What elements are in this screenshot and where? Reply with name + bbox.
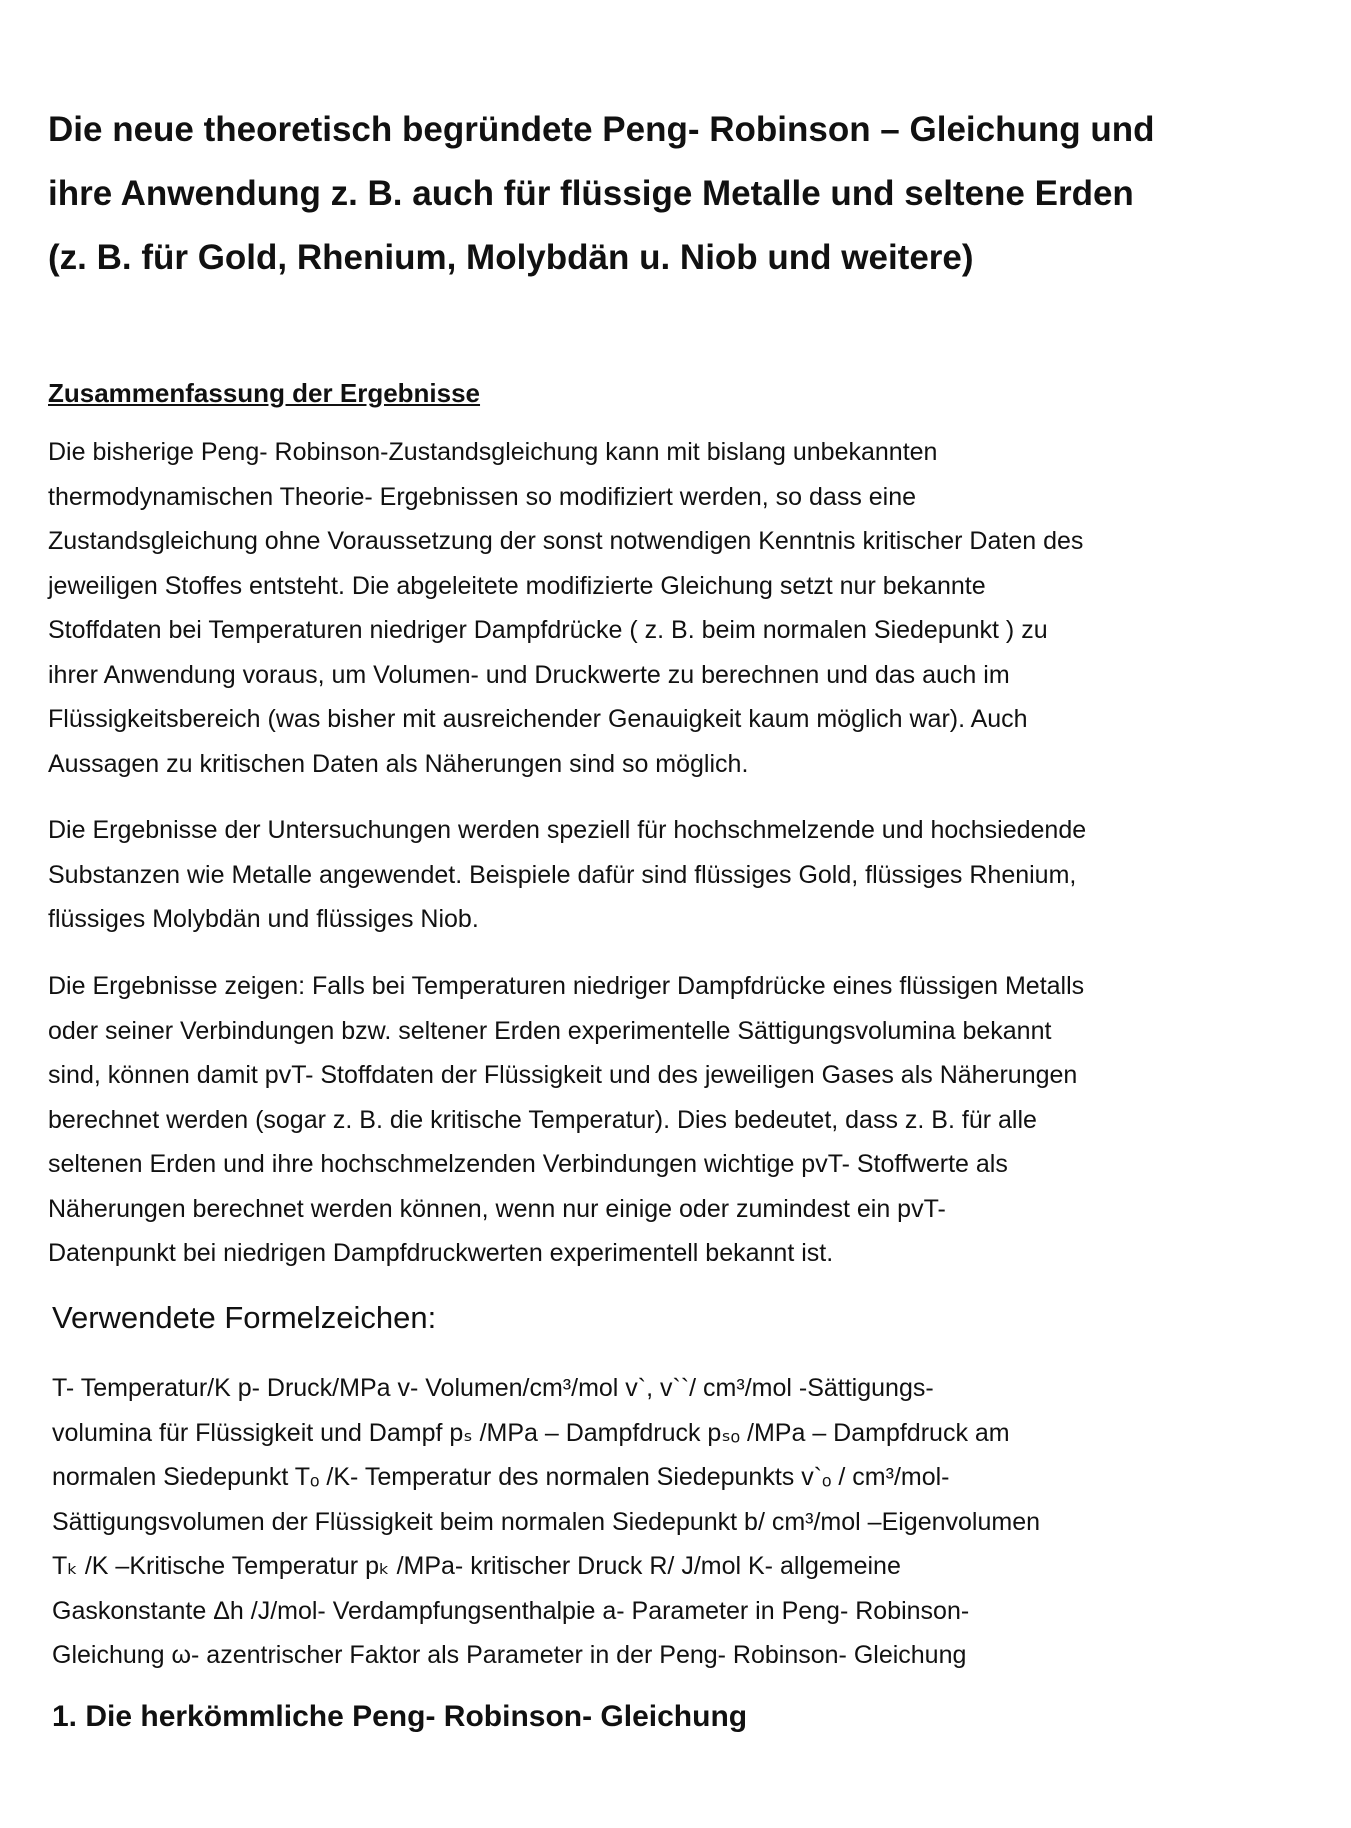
text-line: berechnet werden (sogar z. B. die kritische Temperatur). Dies bedeutet, dass z. B. für alle [48, 1105, 1037, 1134]
text-line: Gleichung ω- azentrischer Faktor als Parameter in der Peng- Robinson- Gleichung [52, 1641, 967, 1669]
text-line: Substanzen wie Metalle angewendet. Beispiele dafür sind flüssiges Gold, flüssiges Rhenium, [48, 860, 1077, 889]
text-line: Die bisherige Peng- Robinson-Zustandsgleichung kann mit bislang unbekannten [48, 438, 938, 466]
text-line: Tₖ /K –Kritische Temperatur pₖ /MPa- kritischer Druck R/ J/mol K- allgemeine [52, 1552, 901, 1580]
text-line: jeweiligen Stoffes entsteht. Die abgeleitete modifizierte Gleichung setzt nur bekannte [48, 571, 986, 600]
summary-paragraph-1 [48, 430, 1318, 786]
summary-heading: Zusammenfassung der Ergebnisse [48, 378, 481, 408]
document-title [48, 98, 1298, 290]
text-line: Sättigungsvolumen der Flüssigkeit beim normalen Siedepunkt b/ cm³/mol –Eigenvolumen [52, 1507, 1041, 1536]
title-line: Die neue theoretisch begründete Peng- Robinson – Gleichung und [48, 110, 1155, 149]
title-line: ihre Anwendung z. B. auch für flüssige Metalle und seltene Erden [48, 174, 1134, 213]
text-line: T- Temperatur/K p- Druck/MPa v- Volumen/cm³/mol v`, v``/ cm³/mol -Sättigungs- [52, 1374, 934, 1402]
section-1-heading: 1. Die herkömmliche Peng- Robinson- Gleichung [52, 1700, 748, 1733]
title-line: (z. B. für Gold, Rhenium, Molybdän u. Niob und weitere) [48, 238, 974, 277]
text-line: Die Ergebnisse zeigen: Falls bei Temperaturen niedriger Dampfdrücke eines flüssigen Metalls [48, 972, 1085, 1000]
summary-paragraph-3 [48, 964, 1318, 1276]
text-line: oder seiner Verbindungen bzw. seltener Erden experimentelle Sättigungsvolumina bekannt [48, 1016, 1052, 1045]
symbols-heading: Verwendete Formelzeichen: [52, 1300, 437, 1335]
text-line: Aussagen zu kritischen Daten als Näherungen sind so möglich. [48, 749, 749, 778]
text-line: flüssiges Molybdän und flüssiges Niob. [48, 905, 479, 933]
symbols-list [52, 1366, 1322, 1678]
text-line: thermodynamischen Theorie- Ergebnissen so modifiziert werden, so dass eine [48, 482, 917, 511]
text-line: Die Ergebnisse der Untersuchungen werden speziell für hochschmelzende und hochsiedende [48, 816, 1087, 844]
text-line: ihrer Anwendung voraus, um Volumen- und Druckwerte zu berechnen und das auch im [48, 660, 1010, 689]
text-line: Datenpunkt bei niedrigen Dampfdruckwerten experimentell bekannt ist. [48, 1239, 834, 1267]
text-line: normalen Siedepunkt Tₒ /K- Temperatur des normalen Siedepunkts v`ₒ / cm³/mol- [52, 1463, 950, 1491]
text-line: sind, können damit pvT- Stoffdaten der Flüssigkeit und des jeweiligen Gases als Näherungen [48, 1061, 1078, 1089]
summary-paragraph-2 [48, 808, 1318, 942]
text-line: Gaskonstante Δh /J/mol- Verdampfungsenthalpie a- Parameter in Peng- Robinson- [52, 1596, 970, 1625]
text-line: Zustandsgleichung ohne Voraussetzung der sonst notwendigen Kenntnis kritischer Daten des [48, 527, 1084, 555]
text-line: seltenen Erden und ihre hochschmelzenden Verbindungen wichtige pvT- Stoffwerte als [48, 1150, 1008, 1178]
text-line: volumina für Flüssigkeit und Dampf pₛ /MPa – Dampfdruck pₛₒ /MPa – Dampfdruck am [52, 1418, 1010, 1447]
text-line: Flüssigkeitsbereich (was bisher mit ausreichender Genauigkeit kaum möglich war). Auch [48, 705, 1028, 733]
text-line: Stoffdaten bei Temperaturen niedriger Dampfdrücke ( z. B. beim normalen Siedepunkt ) zu [48, 616, 1048, 644]
text-line: Näherungen berechnet werden können, wenn nur einige oder zumindest ein pvT- [48, 1194, 946, 1223]
